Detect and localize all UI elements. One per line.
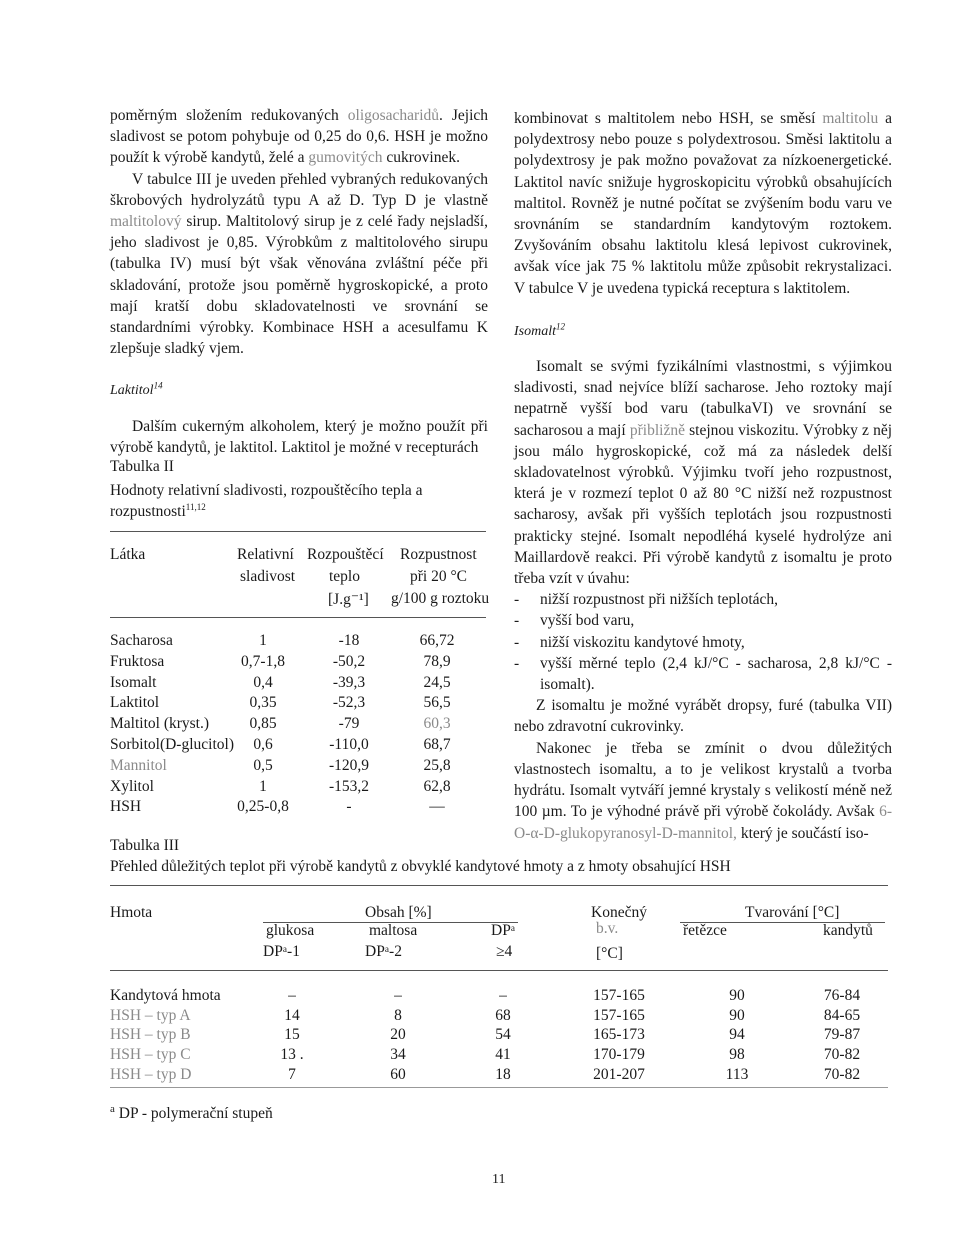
table-2-header-sweet-1: Relativní	[237, 546, 294, 563]
table-2-cell: -153,2	[328, 777, 370, 795]
table-3-cell: Kandytová hmota	[110, 987, 221, 1004]
table-2-cell: Maltitol (kryst.)	[110, 715, 210, 733]
table-2-cell: Sorbitol(D-glucitol)	[110, 736, 234, 753]
table-2-cell: -120,9	[328, 756, 370, 774]
table-2-cell: -110,0	[329, 736, 369, 753]
table-2-cell: 0,85	[249, 715, 277, 733]
table-3-cell: HSH – typ B	[110, 1026, 191, 1044]
table-2-cell: 56,5	[423, 694, 451, 712]
table-3-cell: 70-82	[823, 1046, 861, 1064]
table-3-header-rule	[110, 970, 888, 971]
table-2-cell: -79	[338, 715, 360, 733]
section-heading-laktitol: Laktitol$^{14}$	[110, 380, 163, 399]
table-2-cell: -50,2	[332, 652, 366, 670]
list-item: - vyšší bod varu,	[514, 612, 635, 630]
table-3-cell: 14	[284, 1006, 300, 1024]
table-2-header-heat-2: teplo	[329, 568, 360, 585]
table-2-header-rule	[110, 617, 486, 618]
table-3-header-unit: [°C]	[596, 945, 623, 962]
table-2-cell: Fruktosa	[110, 652, 165, 670]
footnote: $^a$ DP - polymerační stupeň	[110, 1102, 273, 1122]
list-item: - vyšší měrné teplo (2,4 kJ/°C - sacharosa, 2,8 kJ/°C - isomalt).	[514, 654, 892, 694]
table-2-header-sol-3: g/100 g roztoku	[391, 590, 490, 607]
table-2-cell: 1	[259, 632, 267, 649]
table-2-top-rule	[110, 531, 486, 532]
table-3-cell: 15	[284, 1026, 300, 1044]
table-3-cell: HSH – typ C	[110, 1046, 191, 1064]
isomalt-considerations-list	[514, 589, 892, 695]
left-paragraph-3: Dalším cukerným alkoholem, který je možno použít při výrobě kandytů, je laktitol. Laktitol je možné v recepturách	[110, 417, 488, 456]
table-2-cell: -	[346, 798, 352, 816]
left-paragraph-1: poměrným složením redukovaných oligosacharidů. Jejich sladivost se potom pohybuje od 0,25 do 0,6. HSH je možno použít k výrobě kandytů, želé a gumovitých cukrovinek.	[110, 107, 489, 167]
table-3-cell: 13 .	[280, 1046, 304, 1064]
table-3-caption: Přehled důležitých teplot při výrobě kandytů z obvyklé kandytové hmoty a z hmoty obsahující HSH	[110, 858, 731, 875]
table-2-cell: Laktitol	[110, 694, 160, 712]
table-2-cell: 66,72	[419, 632, 455, 649]
table-2-cell: HSH	[110, 798, 142, 816]
table-3-cell: 165-173	[593, 1026, 645, 1044]
table-3-cell: 113	[725, 1065, 749, 1083]
table-2-caption: Hodnoty relativní sladivosti, rozpouštěcího tepla a rozpustnosti$^{11,12}$	[110, 482, 423, 520]
table-2-header-heat-1: Rozpouštěcí	[307, 546, 384, 563]
table-3-cell: 94	[729, 1026, 745, 1044]
table-3-cell: 90	[729, 987, 745, 1004]
table-3-cell: 54	[495, 1026, 511, 1044]
table-2-cell: 1	[259, 777, 267, 795]
table-3-cell: 20	[390, 1026, 406, 1044]
table-3-cell: 34	[390, 1046, 406, 1064]
table-2-cell: 0,5	[253, 756, 273, 774]
table-3-header-konecny: Konečný	[591, 904, 647, 921]
table-2-cell: 78,9	[423, 652, 451, 670]
table-3-cell: 41	[495, 1046, 511, 1064]
table-2-cell: —	[429, 798, 445, 816]
table-2-cell: 62,8	[423, 777, 451, 795]
table-2-cell: 0,6	[253, 736, 273, 753]
right-column	[514, 108, 892, 844]
table-3-cell: –	[394, 987, 402, 1004]
table-2-cell: 0,25-0,8	[237, 798, 289, 816]
table-2-cell: 68,7	[423, 736, 451, 753]
table-3-cell: 8	[394, 1006, 402, 1024]
table-3-cell: 18	[495, 1065, 511, 1083]
table-3-header-obsah: Obsah [%]	[365, 904, 432, 921]
table-3-cell: 157-165	[593, 1006, 645, 1024]
table-2-cell: -39,3	[332, 673, 366, 691]
table-2-cell: 25,8	[423, 756, 451, 774]
table-3-cell: 201-207	[593, 1065, 645, 1083]
table-2-cell: -18	[338, 632, 360, 649]
table-2-cell: 0,7-1,8	[241, 652, 285, 670]
table-3-cell: 98	[729, 1046, 745, 1064]
table-3-cell: 68	[495, 1006, 511, 1024]
section-heading-isomalt: Isomalt$^{12}$	[514, 321, 565, 339]
table-3-cell: 76-84	[823, 987, 861, 1004]
page-number: 11	[492, 1172, 506, 1187]
table-2-cell: Mannitol	[110, 756, 167, 774]
table-3-header-dpge4: ≥4	[496, 943, 513, 960]
table-2-cell: 24,5	[423, 673, 451, 691]
table-3-cell: 7	[288, 1065, 296, 1083]
table-3-header-kandytu: kandytů	[823, 922, 873, 939]
table-2-header-sol-1: Rozpustnost	[400, 546, 477, 563]
table-3-cell: HSH – typ A	[110, 1006, 191, 1024]
right-paragraph-1: kombinovat s maltitolem nebo HSH, se směsí maltitolu a polydextrosy nebo pouze s polydextrosou. Směsi laktitolu a polydextrosy je pak možno považovat za nízkoenergetické. Laktitol navíc snižuje hygroskopicitu výrobků obsahujících maltitol. Rovněž je nutné počítat se zvýšením bodu varu ve srovnáním se standardním kandytovým roztokem. Zvyšováním obsahu laktitolu klesá lepivost cukrovinek, avšak více jak 75 % laktitolu může způsobit rekrystalizaci. V tabulce V je uvedena typická receptura s laktitolem.	[514, 110, 892, 297]
table-2-cell: 0,4	[253, 673, 273, 691]
table-3-header-hmota: Hmota	[110, 904, 153, 921]
table-2-label: Tabulka II	[110, 458, 174, 475]
table-2-header-latka: Látka	[110, 546, 146, 563]
right-paragraph-2: Isomalt se svými fyzikálními vlastnostmi, s výjimkou sladivosti, snad nejvíce blíží sacharose. Jeho roztoky mají nepatrně vyšší bod varu (tabulkaVI) ve srovnání se sacharosou a mají přibližně stejnou viskozitu. Výrobky z něj jsou málo hygroskopické, což má za následek delší skladovatelnost výrobků. Výjimku tvoří jeho rozpustnost, která je v rozmezí teplot 0 až 80 °C nižší než rozpustnost sacharosy, avšak při vyšších teplotách jsou rozpustnosti prakticky stejné. Isomalt nepodléhá kyselé hydrolýze ani Maillardově reakci. Při výrobě kandytů z isomaltu je proto třeba vzít v úvahu:	[514, 358, 893, 588]
table-3-header-glukosa: glukosa	[266, 922, 315, 939]
left-column	[110, 105, 488, 458]
table-3-cell: –	[288, 987, 296, 1004]
table-3-cell: 170-179	[593, 1046, 645, 1064]
table-2-cell: Isomalt	[110, 673, 157, 691]
table-3-header-dp2: DPᵃ-2	[365, 943, 402, 960]
table-3-header-maltosa: maltosa	[369, 922, 418, 939]
list-item: - nižší rozpustnost při nižších teplotách,	[514, 591, 779, 609]
table-3-cell: 90	[729, 1006, 745, 1024]
table-3-header-retezce: řetězce	[683, 922, 727, 939]
list-item: - nižší viskozitu kandytové hmoty,	[514, 633, 745, 651]
table-3-header-tvarovani: Tvarování [°C]	[745, 904, 840, 921]
table-3-cell: 79-87	[823, 1026, 861, 1044]
right-paragraph-3: Z isomaltu je možné vyrábět dropsy, furé (tabulka VII) nebo zdravotní cukrovinky.	[514, 697, 892, 736]
table-3-bottom-rule	[110, 1087, 888, 1088]
table-2-cell: Sacharosa	[110, 632, 173, 649]
table-2-cell: -52,3	[332, 694, 366, 712]
table-3-header-dp1: DPᵃ-1	[263, 943, 300, 960]
table-3-cell: 157-165	[593, 987, 645, 1004]
table-3-header-dpa: DPᵃ	[491, 922, 516, 939]
table-2-header-sweet-2: sladivost	[240, 568, 296, 585]
table-3-cell: 70-82	[823, 1065, 861, 1083]
table-3-header-bv: b.v.	[596, 920, 619, 937]
left-paragraph-2: V tabulce III je uveden přehled vybraných redukovaných škrobových hydrolyzátů typu A až D. Typ D je vlastně maltitolový sirup. Maltitolový sirup je z celé řady nejsladší, jeho sladivost je 0,85. Výrobkům z maltitolového sirupu (tabulka IV) musí být však věnována zvláštní péče při skladování, protože jsou poměrně hygroskopické, a proto mají kratší dobu skladovatelnosti ve srovnání se standardními výrobky. Kombinace HSH a acesulfamu K zlepšuje sladký vjem.	[110, 170, 488, 358]
table-2-cell: 0,35	[249, 694, 277, 712]
table-2-cell: Xylitol	[110, 777, 154, 795]
table-3-top-rule	[110, 885, 888, 886]
table-2-header-heat-3: [J.g⁻¹]	[328, 591, 369, 608]
table-3-cell: HSH – typ D	[110, 1065, 192, 1083]
table-3-cell: 60	[390, 1065, 406, 1083]
table-2-header-sol-2: při 20 °C	[410, 568, 468, 585]
table-3-cell: –	[499, 987, 507, 1004]
table-2-cell: 60,3	[423, 715, 451, 733]
table-3-label: Tabulka III	[110, 837, 180, 854]
right-paragraph-4: Nakonec je třeba se zmínit o dvou důležitých vlastnostech isomaltu, a to je velikost krystalů a tvorba hydrátu. Isomalt vytváří jemné krystaly s velikostí méně než 100 µm. To je výhodné právě při výrobě čokolády. Avšak 6-O-α-D-glukopyranosyl-D-mannitol, který je součástí iso-	[514, 739, 892, 842]
table-3-cell: 84-65	[823, 1006, 861, 1024]
